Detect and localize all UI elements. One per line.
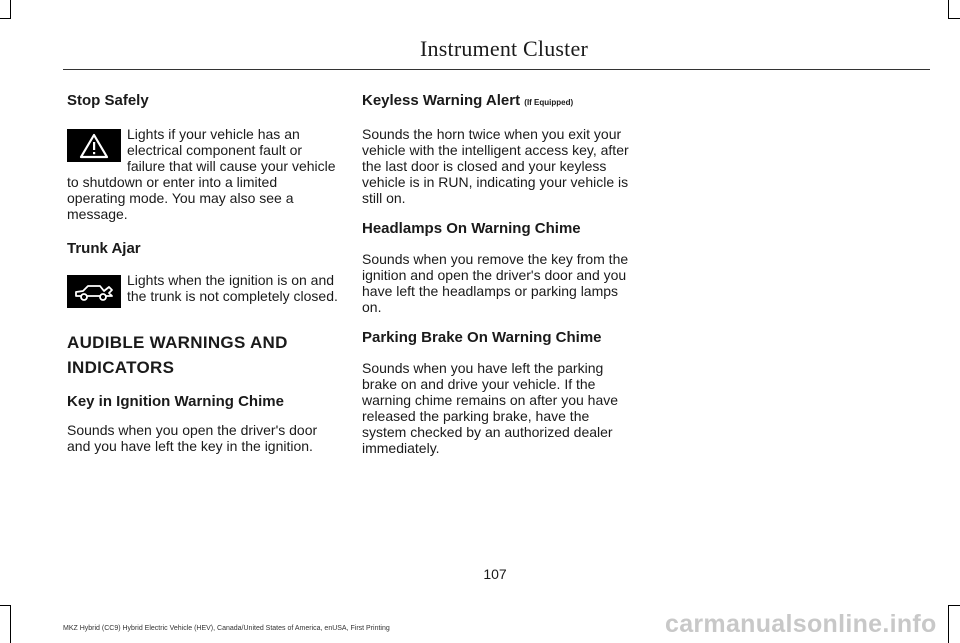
crop-mark [0,605,11,606]
headlamps-heading: Headlamps On Warning Chime [362,220,581,237]
watermark: carmanualsonline.info [665,610,937,638]
stop-safely-heading: Stop Safely [67,92,149,109]
keyless-heading-label: Keyless Warning Alert [362,92,521,109]
page-title: Instrument Cluster [420,36,588,61]
key-chime-text: Sounds when you open the driver's door and you have left the key in the ignition. [67,422,318,454]
crop-mark [948,605,949,643]
crop-mark [948,605,960,606]
key-chime-heading: Key in Ignition Warning Chime [67,393,284,410]
crop-mark [0,18,11,19]
crop-mark [10,605,11,643]
car-trunk-open-icon [67,275,121,308]
keyless-heading [362,92,634,112]
section-heading-line2: INDICATORS [67,358,175,377]
headlamps-text: Sounds when you remove the key from the ignition and open the driver's door and you have left the headlamps or parking lamps on. [362,251,629,315]
keyless-text: Sounds the horn twice when you exit your vehicle with the intelligent access key, after the last door is closed and your keyless vehicle is in RUN, indicating your vehicle is still on. [362,126,629,206]
stop-safely-text: Lights if your vehicle has an electrical component fault or failure that will cause your vehicle to shutdown or enter into a limited operating mode. You may also see a message. [67,126,336,222]
crop-mark [948,0,949,18]
trunk-ajar-text: Lights when the ignition is on and the trunk is not completely closed. [127,272,338,304]
trunk-ajar-block [67,272,339,308]
crop-mark [948,18,960,19]
left-column [67,92,339,454]
section-heading-line1: AUDIBLE WARNINGS AND [67,333,288,352]
header-divider [63,69,930,70]
trunk-ajar-heading: Trunk Ajar [67,240,141,257]
keyless-qualifier: (If Equipped) [524,98,574,107]
crop-mark [10,0,11,18]
warning-triangle-icon [67,129,121,162]
page-number: 107 [483,566,507,582]
parking-brake-text: Sounds when you have left the parking brake on and drive your vehicle. If the warning chime remains on after you have released the parking brake, have the system checked by an authorized dealer immediately. [362,360,619,456]
parking-brake-heading: Parking Brake On Warning Chime [362,329,602,346]
stop-safely-block [67,126,339,222]
footer-text: MKZ Hybrid (CC9) Hybrid Electric Vehicle (HEV), Canada/United States of America, enUSA, First Printing [63,625,390,632]
right-column [362,92,634,456]
